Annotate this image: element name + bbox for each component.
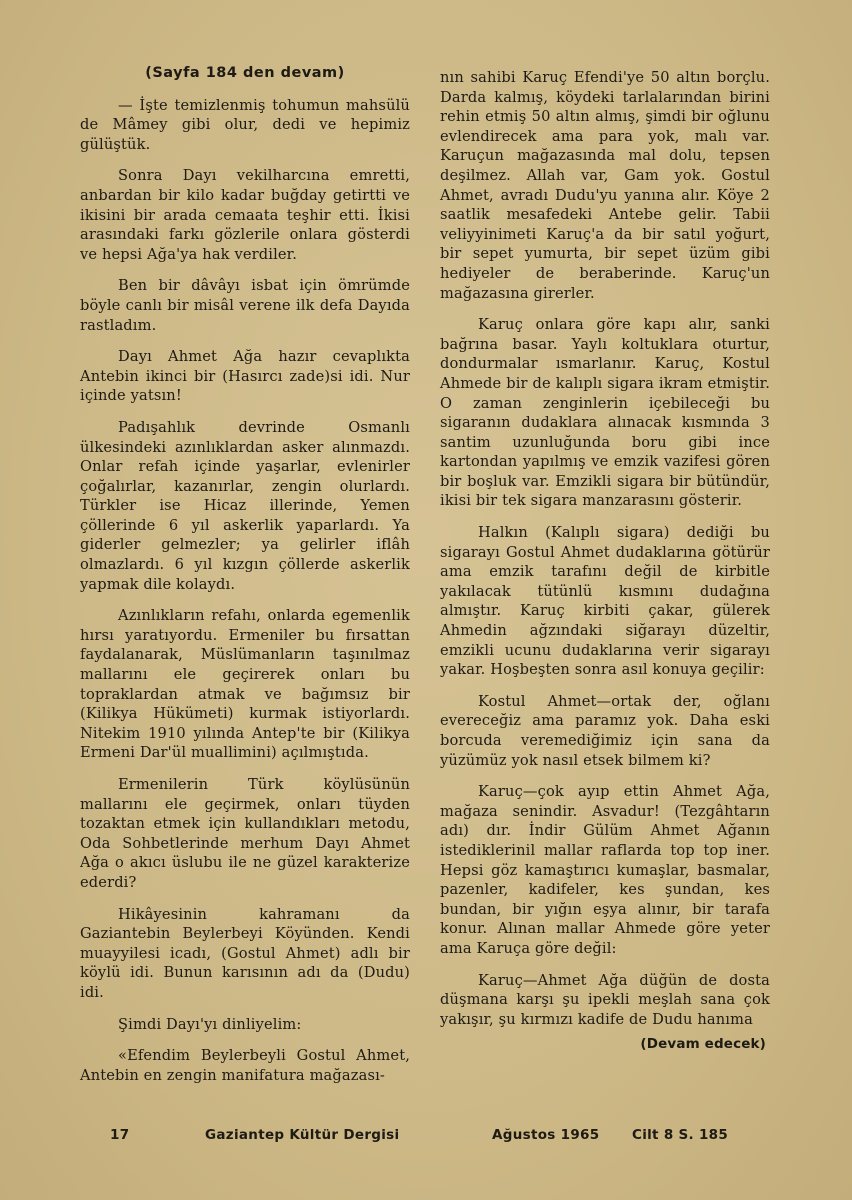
paragraph: «Efendim Beylerbeyli Gostul Ahmet, Antebin en zengin manifatura mağazası- [80,1047,410,1084]
journal-name: Gaziantep Kültür Dergisi [205,1127,400,1143]
page-number: 17 [110,1127,130,1143]
issue-date: Ağustos 1965 [492,1127,600,1143]
continuation-heading: (Sayfa 184 den devam) [145,65,345,81]
continued-notice: (Devam edecek) [640,1036,766,1053]
paragraph: Karuç—Ahmet Ağa düğün de dosta düşmana karşı şu ipekli meşlah sana çok yakışır, şu kırmızı kadife de Dudu hanıma [440,971,770,1028]
volume-issue: Cilt 8 S. 185 [632,1127,729,1143]
paragraph: Karuç onlara göre kapı alır, sanki bağrına basar. Yaylı koltuklara oturtur, dondurmalar ısmarlanır. Karuç, Kostul Ahmede bir de kalıplı sigara ikram etmiştir. O zaman zenginlerin içebileceği bu sigaranın dudaklara alınacak kısmında 3 santim uzunluğunda boru gibi ince kartondan yapılmış ve emzik vazifesi gören bir boşluk var. Emzikli sigara bir bütündür, ikisi bir tek sigara manzarasını gösterir. [440,316,770,510]
paragraph: Padışahlık devrinde Osmanlı ülkesindeki azınlıklardan asker alınmazdı. Onlar refah içinde yaşarlar, evlenirler çoğalırlar, kazanırlar, zengin olurlardı. Türkler ise Hicaz illerinde, Yemen çöllerinde 6 yıl askerlik yaparlardı. Ya giderler gelmezler; ya gelirler iflâh olmazlardı. 6 yıl kızgın çöllerde askerlik yapmak dile kolaydı. [80,418,410,593]
paragraph: Dayı Ahmet Ağa hazır cevaplıkta Antebin ikinci bir (Hasırcı zade)si idi. Nur içinde yatsın! [80,348,410,405]
paragraph: Halkın (Kalıplı sigara) dediği bu sigarayı Gostul Ahmet dudaklarına götürür ama emzik tarafını değil de kirbitle yakılacak tütünlü kısmını dudağına almıştır. Karuç kirbiti çakar, gülerek Ahmedin ağzındaki siğarayı düzeltir, emzikli ucunu dudaklarına verir sigarayı yakar. Hoşbeşten sonra asıl konuya geçilir: [440,524,770,679]
right-column [440,68,770,1055]
paragraph: Karuç—çok ayıp ettin Ahmet Ağa, mağaza senindir. Asvadur! (Tezgâhtarın adı) dır. İndir Gülüm Ahmet Ağanın istediklerinil mallar raflarda top top iner. Hepsi göz kamaştırıcı kumaşlar, basmalar, pazenler, kadifeler, kes şundan, kes bundan, bir yığın eşya alınır, bir tarafa konur. Alınan mallar Ahmede göre yeter ama Karuça göre değil: [440,783,770,957]
paragraph: Sonra Dayı vekilharcına emretti, anbardan bir kilo kadar buğday getirtti ve ikisini bir arada cemaata teşhir etti. İkisi arasındaki farkı gözlerile onlara gösterdi ve hepsi Ağa'ya hak verdiler. [80,167,410,263]
paragraph: Şimdi Dayı'yı dinliyelim: [118,1015,302,1033]
paragraph: — İşte temizlenmiş tohumun mahsülü de Mâmey gibi olur, dedi ve hepimiz gülüştük. [80,96,410,153]
paragraph: Hikâyesinin kahramanı da Gaziantebin Beylerbeyi Köyünden. Kendi muayyilesi icadı, (Gostul Ahmet) adlı bir köylü idi. Bunun karısının adı da (Dudu) idi. [80,905,410,1001]
paragraph: Azınlıkların refahı, onlarda egemenlik hırsı yaratıyordu. Ermeniler bu fırsattan faydalanarak, Müslümanların taşınılmaz mallarını ele geçirerek onları bu topraklardan atmak ve bağımsız bir (Kilikya Hükümeti) kurmak istiyorlardı. Nitekim 1910 yılında Antep'te bir (Kilikya Ermeni Dar'ül muallimini) açılmıştıda. [80,607,410,762]
left-column [80,64,410,1097]
paragraph: Ermenilerin Türk köylüsünün mallarını ele geçirmek, onları tüyden tozaktan etmek için kullandıkları metodu, Oda Sohbetlerinde merhum Dayı Ahmet Ağa o akıcı üslubu ile ne güzel karakterize ederdi? [80,776,410,891]
paragraph: Ben bir dâvâyı isbat için ömrümde böyle canlı bir misâl verene ilk defa Dayıda rastladım. [80,277,410,334]
paragraph: nın sahibi Karuç Efendi'ye 50 altın borçlu. Darda kalmış, köydeki tarlalarından birini rehin etmiş 50 altın almış, şimdi bir oğlunu evlendirecek ama para yok, malı var. Karuçun mağazasında mal dolu, tepsen deşilmez. Allah var, Gam yok. Gostul Ahmet, avradı Dudu'yu yanına alır. Köye 2 saatlik mesafedeki Antebe gelir. Tabii veliyyinimeti Karuç'a da bir satıl yoğurt, bir sepet yumurta, bir sepet üzüm gibi hediyeler de beraberinde. Karuç'un mağazasına girerler. [440,69,770,302]
paragraph: Kostul Ahmet—ortak der, oğlanı evereceğiz ama paramız yok. Daha eski borcuda veremediğimiz için sana da yüzümüz yok nasıl etsek bilmem ki? [440,692,770,769]
